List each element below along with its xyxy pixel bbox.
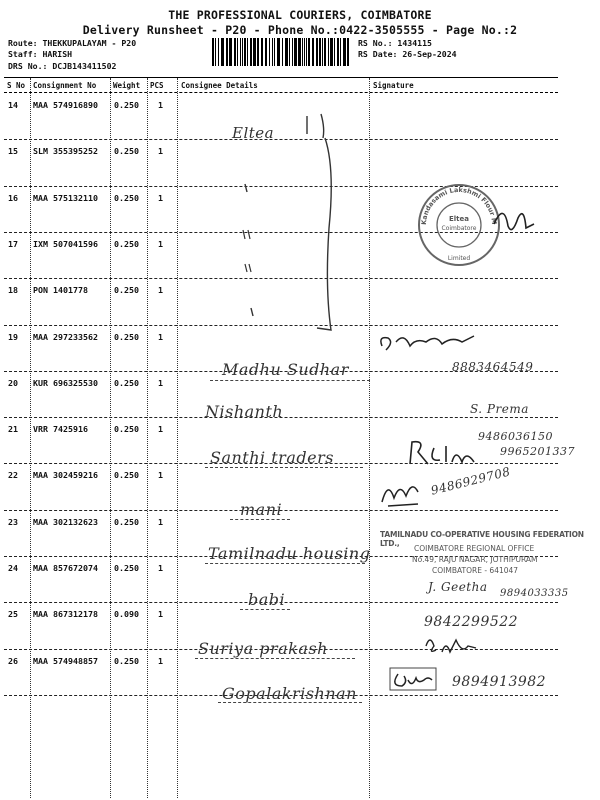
runsheet-subtitle: Delivery Runsheet - P20 - Phone No.:0422-3505555 - Page No.:2 <box>82 23 518 37</box>
row-serial: 21 <box>8 424 18 435</box>
signature-row21 <box>404 438 504 468</box>
barcode-bar <box>277 38 280 66</box>
row-pcs: 1 <box>158 238 163 249</box>
col-header-consignee: Consignee Details <box>181 81 258 90</box>
barcode-bar <box>244 38 246 66</box>
row-pcs: 1 <box>158 331 163 342</box>
row-weight: 0.250 <box>114 238 139 249</box>
col-header-consignment: Consignment No <box>33 81 97 90</box>
barcode-bar <box>250 38 252 66</box>
row-weight: 0.250 <box>114 146 139 157</box>
housing-stamp-line: TAMILNADU CO-OPERATIVE HOUSING FEDERATION LTD., <box>380 530 584 548</box>
barcode-bar <box>347 38 349 66</box>
row-consignment: MAA 302459216 <box>33 470 98 481</box>
barcode-bar <box>269 38 270 66</box>
handwritten-phone: 9486036150 <box>478 430 553 443</box>
barcode-bar <box>226 38 228 66</box>
handwritten-phone: 9894913982 <box>452 674 547 690</box>
underline <box>205 467 363 468</box>
handwritten-phone: 8883464549 <box>452 360 534 374</box>
row-serial: 15 <box>8 146 18 157</box>
row-consignment: SLM 355395252 <box>33 146 98 157</box>
row-consignment: IXM 507041596 <box>33 238 98 249</box>
row-serial: 20 <box>8 377 18 388</box>
row-serial: 22 <box>8 470 18 481</box>
row-pcs: 1 <box>158 424 163 435</box>
row-weight: 0.250 <box>114 516 139 527</box>
row-weight: 0.250 <box>114 563 139 573</box>
signature-row25 <box>420 632 490 658</box>
barcode-bar <box>330 38 333 66</box>
seal-outer-text: Kandasami Lakshmi Flour M <box>419 185 499 226</box>
handwritten-phone: 9842299522 <box>424 614 519 630</box>
row-pcs: 1 <box>158 192 163 203</box>
handwritten-phone: 9894033335 <box>500 588 569 599</box>
handwritten-consignee: babi <box>248 590 286 609</box>
staff-label: Staff: HARISH <box>8 49 73 59</box>
row-serial: 19 <box>8 331 18 342</box>
barcode-bar <box>308 38 310 66</box>
row-serial: 14 <box>8 100 18 110</box>
row-serial: 25 <box>8 609 18 620</box>
row-consignment: MAA 575132110 <box>33 192 98 203</box>
barcode-bar <box>282 38 283 66</box>
seal-inner-text: Coimbatore <box>441 225 477 232</box>
row-pcs: 1 <box>158 285 163 296</box>
row-consignment: MAA 867312178 <box>33 609 98 620</box>
barcode-bar <box>265 38 267 66</box>
barcode-bar <box>340 38 341 66</box>
handwritten-signature: S. Prema <box>470 402 529 416</box>
row-weight: 0.250 <box>114 655 139 666</box>
table-header-rule <box>4 92 558 93</box>
col-header-sno: S No <box>7 81 26 90</box>
barcode-bar <box>298 38 301 66</box>
barcode-bar <box>328 38 329 66</box>
underline <box>205 563 365 564</box>
underline <box>218 702 362 703</box>
row-serial: 18 <box>8 285 18 296</box>
barcode-bar <box>237 38 238 66</box>
handwritten-consignee: mani <box>240 500 283 519</box>
handwritten-consignee: Tamilnadu housing <box>208 544 371 563</box>
row-consignment: MAA 574916890 <box>33 100 98 110</box>
barcode-bar <box>234 38 236 66</box>
row-consignment: MAA 297233562 <box>33 331 98 342</box>
barcode-bar <box>304 38 305 66</box>
barcode-bar <box>292 38 293 66</box>
row-weight: 0.250 <box>114 100 139 110</box>
row-weight: 0.250 <box>114 331 139 342</box>
row-pcs: 1 <box>158 377 163 388</box>
barcode-bar <box>253 38 256 66</box>
rs-number: RS No.: 1434115 <box>358 38 432 48</box>
underline <box>230 519 290 520</box>
barcode-bar <box>289 38 290 66</box>
handwritten-phone: 9965201337 <box>500 445 575 458</box>
row-weight: 0.250 <box>114 424 139 435</box>
row-weight: 0.250 <box>114 470 139 481</box>
seal-inner-text: Eltea <box>449 215 469 223</box>
row-weight: 0.250 <box>114 377 139 388</box>
handwritten-consignee: Santhi traders <box>210 448 334 467</box>
underline <box>210 380 370 381</box>
handwritten-phone: 9486929708 <box>429 464 512 498</box>
barcode-bar <box>322 38 323 66</box>
housing-stamp-line: COIMBATORE REGIONAL OFFICE <box>414 544 535 553</box>
barcode-bar <box>316 38 318 66</box>
barcode-bar <box>306 38 307 66</box>
table-top-rule <box>4 77 558 78</box>
row-consignment: VRR 7425916 <box>33 424 88 435</box>
barcode-bar <box>229 38 232 66</box>
barcode-bar <box>215 38 216 66</box>
row-pcs: 1 <box>158 470 163 481</box>
row-pcs: 1 <box>158 146 163 157</box>
signature-row16 <box>490 200 540 240</box>
barcode-bar <box>212 38 214 66</box>
barcode <box>212 38 352 66</box>
row-consignment: MAA 574948857 <box>33 655 98 666</box>
barcode-bar <box>274 38 275 66</box>
row-serial: 26 <box>8 655 18 666</box>
barcode-bar <box>324 38 326 66</box>
signature-row19 <box>376 328 496 360</box>
row-consignment: KUR 696325530 <box>33 377 98 388</box>
handwritten-consignee: Gopalakrishnan <box>222 684 357 703</box>
signature-row22 <box>378 476 428 510</box>
handwritten-signature: J. Geetha <box>428 580 488 594</box>
row-pcs: 1 <box>158 516 163 527</box>
row-serial: 17 <box>8 238 18 249</box>
barcode-bar <box>312 38 314 66</box>
drs-number: DRS No.: DCJB143411502 <box>8 61 117 71</box>
rs-date: RS Date: 26-Sep-2024 <box>358 49 457 59</box>
barcode-bar <box>343 38 346 66</box>
barcode-bar <box>247 38 248 66</box>
housing-stamp-line: No.49, RAJU NAGAR, JOTHIPURAM <box>412 555 538 564</box>
barcode-bar <box>285 38 288 66</box>
row-weight: 0.250 <box>114 285 139 296</box>
signature-row26 <box>388 662 438 692</box>
ditto-bracket <box>225 108 355 338</box>
row-pcs: 1 <box>158 609 163 620</box>
underline <box>195 658 355 659</box>
housing-stamp-line: COIMBATORE - 641047 <box>432 566 519 575</box>
handwritten-consignee: Madhu Sudhar <box>222 360 349 379</box>
underline <box>240 609 290 610</box>
handwritten-consignee: Eltea <box>232 124 275 142</box>
route-label: Route: THEKKUPALAYAM - P20 <box>8 38 137 48</box>
barcode-bar <box>319 38 321 66</box>
barcode-bar <box>294 38 297 66</box>
barcode-bar <box>240 38 241 66</box>
barcode-bar <box>302 38 303 66</box>
row-weight: 0.250 <box>114 192 139 203</box>
row-consignment: MAA 302132623 <box>33 516 98 527</box>
barcode-bar <box>242 38 243 66</box>
barcode-bar <box>221 38 224 66</box>
barcode-bar <box>257 38 259 66</box>
row-pcs: 1 <box>158 100 163 110</box>
barcode-bar <box>337 38 339 66</box>
handwritten-consignee: Nishanth <box>205 402 284 421</box>
row-pcs: 1 <box>158 655 163 666</box>
barcode-bar <box>218 38 219 66</box>
barcode-bar <box>261 38 263 66</box>
col-header-signature: Signature <box>373 81 414 90</box>
seal-bottom-text: Limited <box>447 255 471 262</box>
company-name: THE PROFESSIONAL COURIERS, COIMBATORE <box>168 8 432 22</box>
col-header-weight: Weight <box>113 81 141 90</box>
barcode-bar <box>272 38 273 66</box>
row-pcs: 1 <box>158 563 163 573</box>
col-header-pcs: PCS <box>150 81 164 90</box>
barcode-bar <box>334 38 335 66</box>
row-serial: 16 <box>8 192 18 203</box>
row-serial: 24 <box>8 563 18 573</box>
row-serial: 23 <box>8 516 18 527</box>
handwritten-consignee: Suriya prakash <box>198 639 328 658</box>
row-weight: 0.090 <box>114 609 139 620</box>
row-consignment: PON 1401778 <box>33 285 88 296</box>
row-consignment: MAA 857672074 <box>33 563 98 573</box>
